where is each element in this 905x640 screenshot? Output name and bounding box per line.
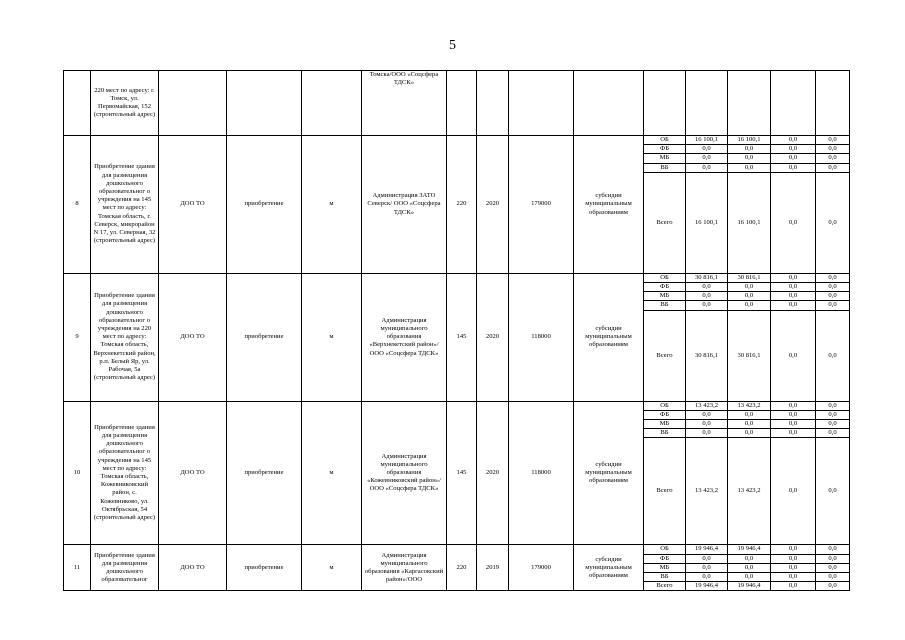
funding-source-label: ФБ	[644, 283, 686, 292]
amount-year-2: 0,0	[771, 145, 816, 154]
row-number-cell: 8	[64, 136, 91, 274]
amount-year-3: 0,0	[816, 163, 850, 172]
unit-cell: м	[302, 401, 362, 545]
unit-cell: м	[302, 136, 362, 274]
amount-year-1: 0,0	[728, 163, 771, 172]
amount-total: 0,0	[686, 301, 728, 310]
amount-year-2: 0,0	[771, 172, 816, 273]
amount-total: 0,0	[686, 563, 728, 572]
mechanism-cell: субсидии муниципальным образованиям	[574, 136, 644, 274]
amount-year-3: 0,0	[816, 401, 850, 410]
type-cell: приобретение	[227, 545, 302, 591]
amount-year-1: 16 100,1	[728, 172, 771, 273]
amount-cell	[686, 71, 728, 136]
amount-year-1: 0,0	[728, 292, 771, 301]
amount-total: 0,0	[686, 573, 728, 582]
amount-year-1: 0,0	[728, 554, 771, 563]
amount-year-2: 0,0	[771, 301, 816, 310]
page-number: 5	[449, 38, 456, 53]
amount-year-3: 0,0	[816, 273, 850, 282]
object-description: Приобретение здания для размещения дошкольного образовательног	[91, 545, 159, 591]
amount-year-1: 0,0	[728, 145, 771, 154]
amount-total: 19 946,4	[686, 582, 728, 591]
table-row	[64, 545, 850, 554]
mechanism-cell: субсидии муниципальным образованиям	[574, 401, 644, 545]
capacity-cell: 220	[447, 136, 477, 274]
amount-total: 0,0	[686, 163, 728, 172]
capacity-cell: 145	[447, 401, 477, 545]
year-cell: 2019	[477, 545, 509, 591]
amount-year-3: 0,0	[816, 172, 850, 273]
table-row	[64, 273, 850, 282]
amount-year-2: 0,0	[771, 582, 816, 591]
recipient-cell: ДОО ТО	[159, 401, 227, 545]
amount-total: 0,0	[686, 410, 728, 419]
amount-year-2: 0,0	[771, 410, 816, 419]
amount-year-1: 0,0	[728, 573, 771, 582]
funding-source-label: ОБ	[644, 401, 686, 410]
amount-year-2: 0,0	[771, 310, 816, 401]
funding-source-label: Всего	[644, 438, 686, 545]
recipient-cell	[159, 71, 227, 136]
amount-year-2: 0,0	[771, 554, 816, 563]
amount-year-1: 0,0	[728, 154, 771, 163]
amount-total: 13 423,2	[686, 438, 728, 545]
developer-cell: Администрация муниципального образования «Кожевниковский район»/ООО «Соцсфера ТДСК»	[362, 401, 447, 545]
amount-total: 0,0	[686, 283, 728, 292]
funding-source-label: Всего	[644, 582, 686, 591]
object-description: Приобретение здания для размещения дошкольного образовательног о учреждения на 145 мест по адресу: Томская область, Кожевниковский район, с. Кожевниково, ул. Октябрьская, 54 (строительный адрес)	[91, 401, 159, 545]
cost-cell	[509, 71, 574, 136]
capacity-cell	[447, 71, 477, 136]
amount-cell	[728, 71, 771, 136]
funding-source-label: МБ	[644, 154, 686, 163]
year-cell	[477, 71, 509, 136]
object-description: Приобретение здания для размещения дошкольного образовательног о учреждения на 145 мест по адресу: Томская область, г. Северск, микрорайон N 17, ул. Северная, 32 (строительный адрес)	[91, 136, 159, 274]
amount-total: 0,0	[686, 145, 728, 154]
funding-source-label: ОБ	[644, 273, 686, 282]
amount-year-1: 30 816,1	[728, 273, 771, 282]
amount-year-3: 0,0	[816, 410, 850, 419]
capacity-cell: 145	[447, 273, 477, 401]
funding-source-label: ФБ	[644, 410, 686, 419]
amount-total: 0,0	[686, 420, 728, 429]
recipient-cell: ДОО ТО	[159, 136, 227, 274]
year-cell: 2020	[477, 273, 509, 401]
amount-total: 0,0	[686, 154, 728, 163]
amount-year-1: 0,0	[728, 301, 771, 310]
amount-year-3: 0,0	[816, 438, 850, 545]
type-cell: приобретение	[227, 401, 302, 545]
amount-year-1: 13 423,2	[728, 438, 771, 545]
type-cell	[227, 71, 302, 136]
amount-year-3: 0,0	[816, 154, 850, 163]
amount-year-3: 0,0	[816, 429, 850, 438]
funding-source-label: Всего	[644, 310, 686, 401]
funding-source-label: ФБ	[644, 145, 686, 154]
funding-source-label: ВБ	[644, 429, 686, 438]
source-cell	[644, 71, 686, 136]
amount-year-2: 0,0	[771, 401, 816, 410]
amount-total: 13 423,2	[686, 401, 728, 410]
funding-source-label: МБ	[644, 420, 686, 429]
amount-year-3: 0,0	[816, 582, 850, 591]
amount-year-1: 0,0	[728, 410, 771, 419]
amount-year-1: 30 816,1	[728, 310, 771, 401]
mechanism-cell: субсидии муниципальным образованиям	[574, 273, 644, 401]
amount-year-1: 0,0	[728, 563, 771, 572]
amount-year-2: 0,0	[771, 563, 816, 572]
type-cell: приобретение	[227, 273, 302, 401]
table-row	[64, 401, 850, 410]
amount-year-3: 0,0	[816, 310, 850, 401]
funding-source-label: ОБ	[644, 136, 686, 145]
amount-year-2: 0,0	[771, 163, 816, 172]
amount-year-1: 0,0	[728, 420, 771, 429]
amount-year-3: 0,0	[816, 554, 850, 563]
funding-source-label: МБ	[644, 292, 686, 301]
amount-year-1: 19 946,4	[728, 545, 771, 554]
developer-cell: Томска/ООО «Соцсфера ТДСК»	[362, 71, 447, 136]
amount-year-2: 0,0	[771, 545, 816, 554]
funding-source-label: ВБ	[644, 163, 686, 172]
amount-total: 0,0	[686, 429, 728, 438]
amount-year-1: 19 946,4	[728, 582, 771, 591]
row-number-cell: 9	[64, 273, 91, 401]
amount-cell	[771, 71, 816, 136]
amount-total: 30 816,1	[686, 273, 728, 282]
developer-cell: Администрация муниципального образования «Каргасокский район»/ООО	[362, 545, 447, 591]
amount-year-3: 0,0	[816, 283, 850, 292]
type-cell: приобретение	[227, 136, 302, 274]
amount-year-3: 0,0	[816, 136, 850, 145]
amount-year-2: 0,0	[771, 154, 816, 163]
budget-table	[63, 70, 850, 591]
unit-cell: м	[302, 273, 362, 401]
amount-year-2: 0,0	[771, 429, 816, 438]
mechanism-cell	[574, 71, 644, 136]
amount-year-2: 0,0	[771, 573, 816, 582]
recipient-cell: ДОО ТО	[159, 545, 227, 591]
year-cell: 2020	[477, 136, 509, 274]
amount-year-2: 0,0	[771, 136, 816, 145]
amount-total: 16 100,1	[686, 136, 728, 145]
object-description: 220 мест по адресу: г. Томск, ул. Первомайская, 152 (строительный адрес)	[91, 71, 159, 136]
amount-year-1: 0,0	[728, 283, 771, 292]
funding-source-label: ФБ	[644, 554, 686, 563]
amount-year-3: 0,0	[816, 301, 850, 310]
row-number-cell: 11	[64, 545, 91, 591]
amount-total: 19 946,4	[686, 545, 728, 554]
funding-source-label: МБ	[644, 563, 686, 572]
funding-source-label: ВБ	[644, 573, 686, 582]
amount-total: 0,0	[686, 554, 728, 563]
amount-cell	[816, 71, 850, 136]
amount-total: 0,0	[686, 292, 728, 301]
cost-cell: 118000	[509, 401, 574, 545]
amount-year-3: 0,0	[816, 545, 850, 554]
amount-year-3: 0,0	[816, 420, 850, 429]
amount-year-3: 0,0	[816, 563, 850, 572]
amount-year-2: 0,0	[771, 438, 816, 545]
developer-cell: Администрация ЗАТО Северск/ ООО «Соцсфера ТДСК»	[362, 136, 447, 274]
object-description: Приобретение здания для размещения дошкольного образовательног о учреждения на 220 мест по адресу: Томская область, Верхнекетский район, р.п. Белый Яр, ул. Рабочая, 5а (строительный адрес)	[91, 273, 159, 401]
funding-source-label: ОБ	[644, 545, 686, 554]
amount-year-1: 0,0	[728, 429, 771, 438]
amount-total: 30 816,1	[686, 310, 728, 401]
amount-year-1: 16 100,1	[728, 136, 771, 145]
amount-year-2: 0,0	[771, 420, 816, 429]
row-number-cell	[64, 71, 91, 136]
amount-year-3: 0,0	[816, 145, 850, 154]
mechanism-cell: субсидии муниципальным образованиям	[574, 545, 644, 591]
unit-cell: м	[302, 545, 362, 591]
developer-cell: Администрация муниципального образования «Верхнекетский район»/ООО «Соцсфера ТДСК»	[362, 273, 447, 401]
amount-year-3: 0,0	[816, 292, 850, 301]
funding-source-label: ВБ	[644, 301, 686, 310]
table-row	[64, 71, 850, 136]
amount-year-1: 13 423,2	[728, 401, 771, 410]
cost-cell: 179000	[509, 545, 574, 591]
amount-year-2: 0,0	[771, 273, 816, 282]
funding-source-label: Всего	[644, 172, 686, 273]
cost-cell: 179000	[509, 136, 574, 274]
table-body	[64, 71, 850, 591]
amount-year-2: 0,0	[771, 283, 816, 292]
unit-cell	[302, 71, 362, 136]
row-number-cell: 10	[64, 401, 91, 545]
amount-year-3: 0,0	[816, 573, 850, 582]
capacity-cell: 220	[447, 545, 477, 591]
table-row	[64, 136, 850, 145]
recipient-cell: ДОО ТО	[159, 273, 227, 401]
amount-total: 16 100,1	[686, 172, 728, 273]
amount-year-2: 0,0	[771, 292, 816, 301]
cost-cell: 118000	[509, 273, 574, 401]
year-cell: 2020	[477, 401, 509, 545]
